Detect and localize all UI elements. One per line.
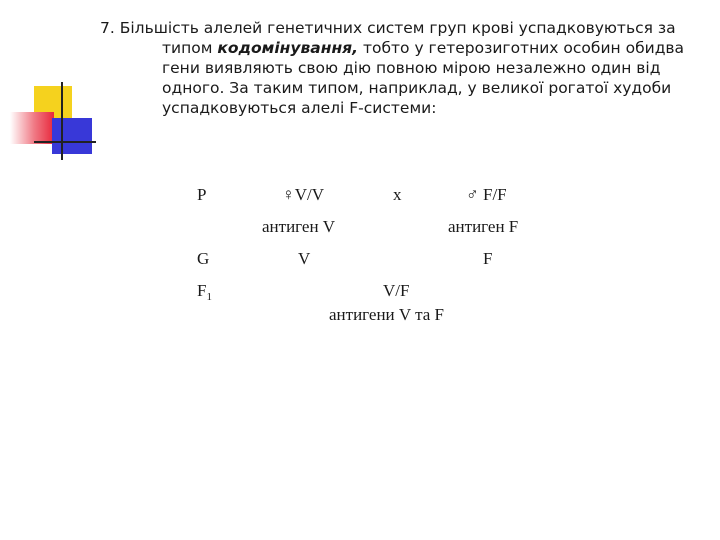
offspring-genotype: V/F: [383, 281, 410, 300]
intro-paragraph: [100, 18, 700, 118]
f1-label: [197, 281, 212, 303]
parents-label: P: [197, 185, 207, 204]
male-gamete: F: [483, 249, 493, 268]
vertical-line: [61, 82, 63, 160]
f1-letter: F: [197, 281, 207, 300]
paragraph-line-4: одного. За таким типом, наприклад, у великої рогатої худоби: [162, 79, 672, 97]
f1-subscript: 1: [206, 291, 212, 303]
codominance-term: кодомінування,: [217, 39, 359, 57]
offspring-antigens: антигени V та F: [329, 305, 445, 324]
female-genotype: ♀V/V: [282, 185, 325, 204]
female-gamete: V: [298, 249, 311, 268]
paragraph-line-3: гени виявляють свою дію повною мірою незалежно один від: [162, 59, 661, 77]
line2-prefix: типом: [162, 39, 218, 57]
male-genotype: ♂ F/F: [466, 185, 507, 204]
paragraph-line-1: 7. Більшість алелей генетичних систем груп крові успадковуються за: [100, 19, 676, 37]
cross-sign: x: [393, 185, 402, 204]
line2-suffix: тобто у гетерозиготних особин обидва: [358, 39, 685, 57]
paragraph-line-2: [100, 38, 700, 58]
gametes-label: G: [197, 249, 210, 268]
red-gradient-square: [10, 112, 54, 144]
male-antigen: антиген F: [448, 217, 519, 236]
blue-square: [52, 118, 92, 154]
horizontal-line: [34, 141, 96, 143]
female-antigen: антиген V: [262, 217, 336, 236]
paragraph-line-5: успадковуються алелі F-системи:: [162, 99, 437, 117]
